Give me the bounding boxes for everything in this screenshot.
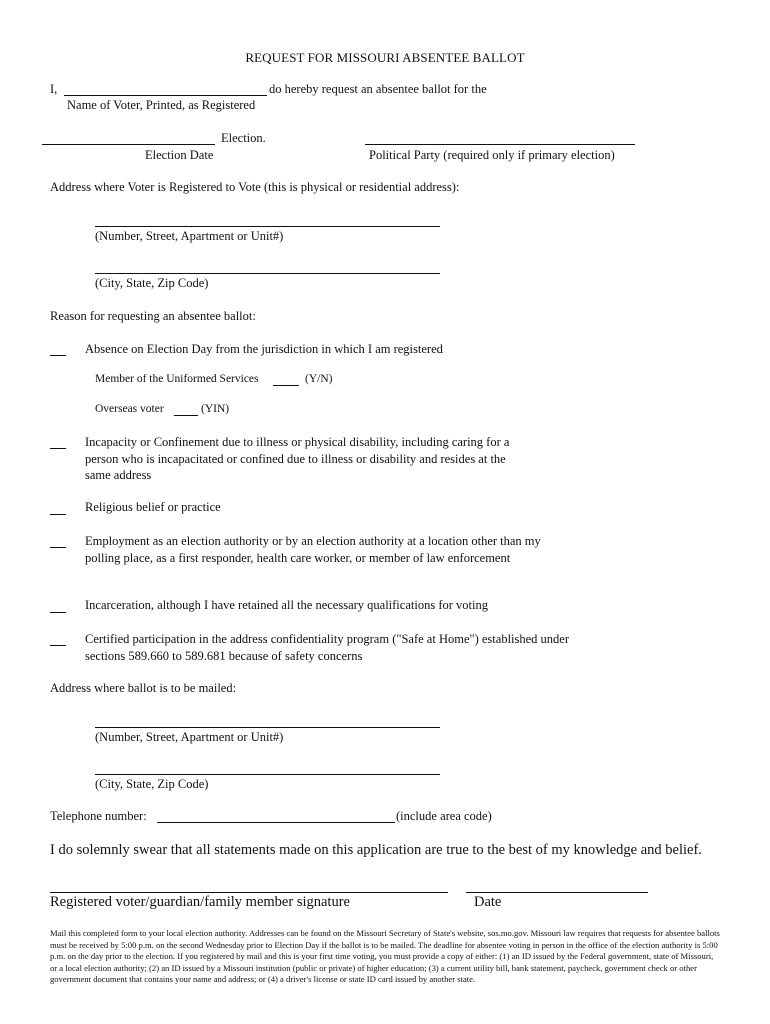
date-field[interactable] bbox=[466, 892, 648, 893]
safe-at-home-checkbox[interactable] bbox=[50, 645, 66, 646]
election-date-field[interactable] bbox=[42, 144, 215, 145]
absence-option: Absence on Election Day from the jurisdiction in which I am registered bbox=[85, 342, 443, 356]
oath-statement: I do solemnly swear that all statements made on this application are true to the best of my knowledge and belief. bbox=[50, 842, 702, 858]
employment-checkbox[interactable] bbox=[50, 547, 66, 548]
mailing-street-field[interactable] bbox=[95, 727, 440, 728]
telephone-suffix: (include area code) bbox=[396, 809, 492, 823]
reason-heading: Reason for requesting an absentee ballot: bbox=[50, 309, 256, 323]
registered-street-field[interactable] bbox=[95, 226, 440, 227]
overseas-voter-yn: (YIN) bbox=[201, 403, 230, 415]
safe-at-home-option: Certified participation in the address confidentiality program ("Safe at Home") established under sections 589.660 to 589.681 because of safety concerns bbox=[85, 632, 570, 663]
registered-address-heading: Address where Voter is Registered to Vote (this is physical or residential address): bbox=[50, 180, 460, 194]
incapacity-checkbox[interactable] bbox=[50, 448, 66, 449]
mailing-city-field[interactable] bbox=[95, 774, 440, 775]
overseas-voter-field[interactable] bbox=[174, 415, 198, 416]
signature-caption: Registered voter/guardian/family member signature bbox=[50, 894, 350, 910]
employment-option: Employment as an election authority or by an election authority at a location other than my polling place, as a first responder, health care worker, or member of law enforcement bbox=[85, 534, 541, 565]
registered-city-field[interactable] bbox=[95, 273, 440, 274]
incapacity-option bbox=[85, 434, 530, 484]
uniformed-services-yn: (Y/N) bbox=[305, 373, 333, 385]
incarceration-option: Incarceration, although I have retained all the necessary qualifications for voting bbox=[85, 598, 488, 612]
voter-name-field[interactable] bbox=[64, 95, 267, 96]
political-party-field[interactable] bbox=[365, 144, 635, 145]
signature-field[interactable] bbox=[50, 892, 448, 893]
mailing-street-caption: (Number, Street, Apartment or Unit#) bbox=[95, 730, 284, 744]
election-word: Election. bbox=[221, 131, 266, 145]
registered-street-caption: (Number, Street, Apartment or Unit#) bbox=[95, 229, 284, 243]
registered-city-caption: (City, State, Zip Code) bbox=[95, 276, 209, 290]
incarceration-checkbox[interactable] bbox=[50, 612, 66, 613]
absence-checkbox[interactable] bbox=[50, 355, 66, 356]
form-title: REQUEST FOR MISSOURI ABSENTEE BALLOT bbox=[245, 50, 525, 65]
voter-prefix: I, bbox=[50, 82, 58, 96]
uniformed-services-label: Member of the Uniformed Services bbox=[95, 373, 259, 385]
uniformed-services-field[interactable] bbox=[273, 385, 299, 386]
footer-instructions: Mail this completed form to your local election authority. Addresses can be found on the Missouri Secretary of State's website, sos.mo.gov. Missouri law requires that requests for absentee ballots must be received by 5:00 p.m. on the second Wednesday prior to Election Day if the ballot is to be mailed. The deadline for absentee voting in person in the office of the election authority is 5:00 p.m. on the day prior to the election. If you registered by mail and this is your first time voting, you must provide a copy of either: (1) an ID issued by the Federal government, state of Missouri, or a local election authority; (2) an ID issued by a Missouri institution (public or private) of higher education; (3) a current utility bill, bank statement, paycheck, government check or other government document that contains your name and address; or (4) a driver's license or state ID card issued by another state. bbox=[50, 928, 720, 985]
political-party-caption: Political Party (required only if primary election) bbox=[369, 148, 615, 162]
telephone-field[interactable] bbox=[157, 822, 395, 823]
mailing-city-caption: (City, State, Zip Code) bbox=[95, 777, 209, 791]
overseas-voter-label: Overseas voter bbox=[95, 403, 164, 415]
incapacity-option-text: Incapacity or Confinement due to illness or physical disability, including caring for a person who is incapacitated or confined due to illness or disability and resides at the same address bbox=[85, 435, 510, 482]
election-date-caption: Election Date bbox=[145, 148, 214, 162]
date-caption: Date bbox=[474, 894, 502, 910]
mailing-address-heading: Address where ballot is to be mailed: bbox=[50, 681, 237, 695]
voter-name-caption: Name of Voter, Printed, as Registered bbox=[67, 98, 256, 112]
religious-option: Religious belief or practice bbox=[85, 500, 221, 514]
request-text: do hereby request an absentee ballot for the bbox=[269, 82, 487, 96]
telephone-label: Telephone number: bbox=[50, 809, 147, 823]
religious-checkbox[interactable] bbox=[50, 514, 66, 515]
